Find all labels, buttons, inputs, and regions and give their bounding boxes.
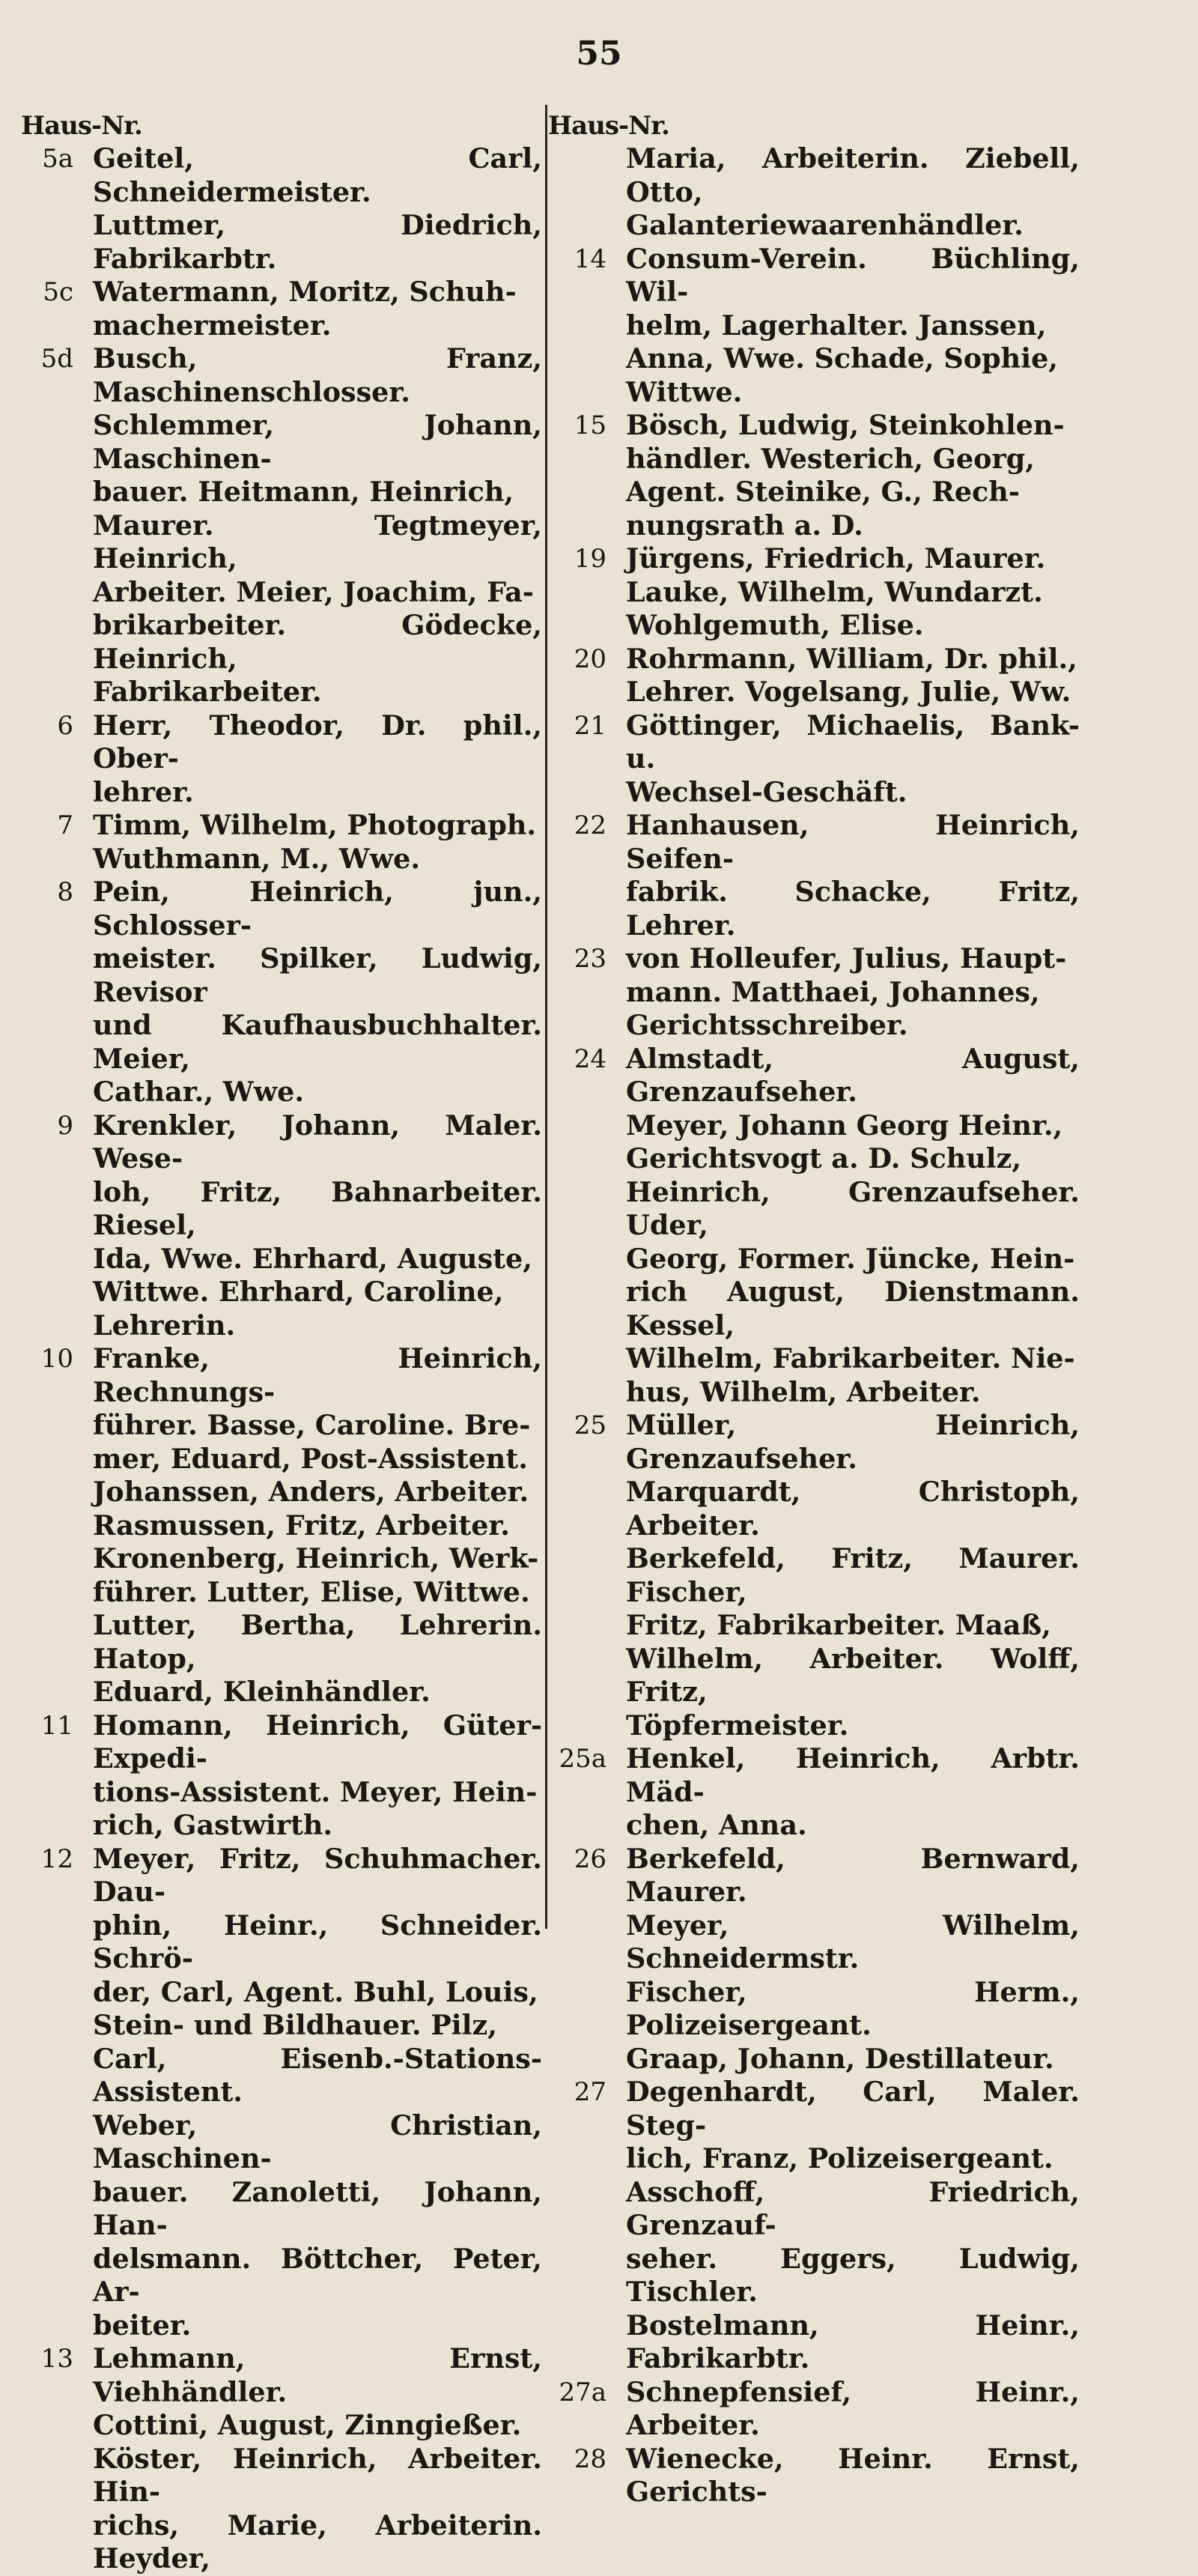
house-number: 25 [574, 1410, 606, 1440]
directory-entry [551, 1742, 1080, 1843]
page-number: 55 [576, 34, 622, 73]
resident-list: Herr, Theodor, Dr. phil., Ober- lehrer. [93, 709, 542, 808]
directory-entry [551, 142, 1080, 243]
directory-entry [551, 2076, 1080, 2376]
house-number: 15 [574, 410, 606, 440]
resident-list: Rohrmann, William, Dr. phil., Lehrer. Vogelsang, Julie, Ww. [626, 642, 1077, 708]
house-number: 5d [40, 344, 73, 374]
house-number: 9 [57, 1110, 73, 1141]
house-number: 21 [574, 710, 606, 741]
directory-entry [18, 1843, 542, 2343]
house-number: 7 [57, 810, 73, 840]
left-column-header: Haus-Nr. [21, 111, 142, 141]
resident-list: von Holleufer, Julius, Haupt- mann. Matthaei, Johannes, Gerichtsschreiber. [626, 942, 1067, 1041]
directory-entry [551, 1843, 1080, 2076]
directory-entry [18, 1109, 542, 1343]
resident-list: Schnepfensief, Heinr., Arbeiter. [626, 2375, 1080, 2441]
house-number: 27 [574, 2077, 606, 2107]
resident-list: Homann, Heinrich, Güter-Expedi- tions-Assistent. Meyer, Hein- rich, Gastwirth. [93, 1709, 542, 1841]
resident-list: Busch, Franz, Maschinenschlosser. Schlemmer, Johann, Maschinen- bauer. Heitmann, Heinrich, Maurer. Tegtmeyer, Heinrich, Arbeiter. Meier, Joachim, Fa- brikarbeiter. Gödecke, Heinrich, Fabrikarbeiter. [93, 342, 542, 708]
directory-entry [551, 243, 1080, 410]
house-number: 28 [574, 2443, 606, 2474]
directory-entry [551, 2376, 1080, 2443]
resident-list: Jürgens, Friedrich, Maurer. Lauke, Wilhelm, Wundarzt. Wohlgemuth, Elise. [626, 542, 1046, 641]
resident-list: Hanhausen, Heinrich, Seifen- fabrik. Schacke, Fritz, Lehrer. [626, 809, 1080, 942]
house-number: 20 [574, 643, 606, 674]
house-number: 13 [40, 2344, 73, 2374]
column-divider [545, 105, 547, 1929]
directory-entry [18, 342, 542, 709]
resident-list: Henkel, Heinrich, Arbtr. Mäd- chen, Anna. [626, 1742, 1080, 1841]
house-number: 27a [559, 2377, 606, 2407]
resident-list: Consum-Verein. Büchling, Wil- helm, Lagerhalter. Janssen, Anna, Wwe. Schade, Sophie, Wittwe. [626, 242, 1080, 408]
house-number: 23 [574, 944, 606, 974]
resident-list: Meyer, Fritz, Schuhmacher. Dau- phin, Heinr., Schneider. Schrö- der, Carl, Agent. Buhl, Louis, Stein- und Bildhauer. Pilz, Carl, Eisenb.-Stations-Assistent. Weber, Christian, Maschinen- bauer. Zanoletti, Johann, Han- delsmann. Böttcher, Peter, Ar- beiter. [93, 1842, 542, 2342]
directory-entry [551, 809, 1080, 942]
house-number: 8 [57, 877, 73, 907]
right-column-header: Haus-Nr. [548, 111, 669, 141]
directory-entry [18, 142, 542, 276]
resident-list: Krenkler, Johann, Maler. Wese- loh, Fritz, Bahnarbeiter. Riesel, Ida, Wwe. Ehrhard, Auguste, Wittwe. Ehrhard, Caroline, Lehrerin. [93, 1109, 542, 1342]
resident-list: Müller, Heinrich, Grenzaufseher. Marquardt, Christoph, Arbeiter. Berkefeld, Fritz, Maurer. Fischer, Fritz, Fabrikarbeiter. Maaß, Wilhelm, Arbeiter. Wolff, Fritz, Töpfermeister. [626, 1409, 1080, 1742]
directory-entry [551, 409, 1080, 542]
resident-list: Göttinger, Michaelis, Bank- u. Wechsel-Geschäft. [626, 709, 1080, 808]
resident-list: Bösch, Ludwig, Steinkohlen- händler. Westerich, Georg, Agent. Steinike, G., Rech- nungsrath a. D. [626, 409, 1065, 542]
directory-entry [18, 276, 542, 342]
resident-list: Wienecke, Heinr. Ernst, Gerichts- [626, 2442, 1080, 2508]
house-number: 12 [40, 1843, 73, 1874]
resident-list: Maria, Arbeiterin. Ziebell, Otto, Galanteriewaarenhändler. [626, 142, 1080, 241]
house-number: 6 [57, 710, 73, 741]
directory-entry [551, 2443, 1080, 2509]
directory-entry [18, 709, 542, 810]
house-number: 22 [574, 810, 606, 840]
resident-list: Lehmann, Ernst, Viehhändler. Cottini, August, Zinngießer. Köster, Heinrich, Arbeiter. Hin- richs, Marie, Arbeiterin. Heyder, [93, 2342, 542, 2575]
resident-list: Watermann, Moritz, Schuh- machermeister. [93, 276, 517, 342]
house-number: 14 [574, 243, 606, 274]
resident-list: Timm, Wilhelm, Photograph. Wuthmann, M., Wwe. [93, 809, 537, 875]
house-number: 11 [40, 1710, 73, 1741]
left-column [18, 142, 542, 2576]
house-number: 5a [42, 144, 73, 174]
resident-list: Franke, Heinrich, Rechnungs- führer. Basse, Caroline. Bre- mer, Eduard, Post-Assistent. Johanssen, Anders, Arbeiter. Rasmussen, Fritz, Arbeiter. Kronenberg, Heinrich, Werk- führer. Lutter, Elise, Wittwe. Lutter, Bertha, Lehrerin. Hatop, Eduard, Kleinhändler. [93, 1342, 542, 1708]
directory-entry [18, 1709, 542, 1843]
directory-entry [551, 1043, 1080, 1410]
resident-list: Geitel, Carl, Schneidermeister. Luttmer, Diedrich, Fabrikarbtr. [93, 142, 542, 275]
house-number: 26 [574, 1843, 606, 1874]
resident-list: Almstadt, August, Grenzaufseher. Meyer, Johann Georg Heinr., Gerichtsvogt a. D. Schulz, Heinrich, Grenzaufseher. Uder, Georg, Former. Jüncke, Hein- rich August, Dienstmann. Kessel, Wilhelm, Fabrikarbeiter. Nie- hus, Wilhelm, Arbeiter. [626, 1042, 1080, 1408]
directory-entry [18, 1342, 542, 1709]
directory-entry [18, 809, 542, 876]
resident-list: Degenhardt, Carl, Maler. Steg- lich, Franz, Polizeisergeant. Asschoff, Friedrich, Grenzauf- seher. Eggers, Ludwig, Tischler. Bostelmann, Heinr., Fabrikarbtr. [626, 2076, 1080, 2375]
directory-entry [551, 1409, 1080, 1742]
directory-entry [18, 876, 542, 1109]
house-number: 10 [40, 1344, 73, 1374]
house-number: 5c [43, 277, 73, 307]
directory-entry [551, 709, 1080, 810]
directory-entry [18, 2342, 542, 2576]
resident-list: Pein, Heinrich, jun., Schlosser- meister. Spilker, Ludwig, Revisor und Kaufhausbuchhalter. Meier, Cathar., Wwe. [93, 876, 542, 1108]
house-number: 19 [574, 544, 606, 574]
house-number: 24 [574, 1043, 606, 1074]
resident-list: Berkefeld, Bernward, Maurer. Meyer, Wilhelm, Schneidermstr. Fischer, Herm., Polizeisergeant. Graap, Johann, Destillateur. [626, 1842, 1080, 2075]
directory-entry [551, 643, 1080, 709]
right-column [551, 142, 1080, 2509]
house-number: 25a [559, 1744, 606, 1774]
directory-entry [551, 942, 1080, 1043]
directory-entry [551, 542, 1080, 643]
